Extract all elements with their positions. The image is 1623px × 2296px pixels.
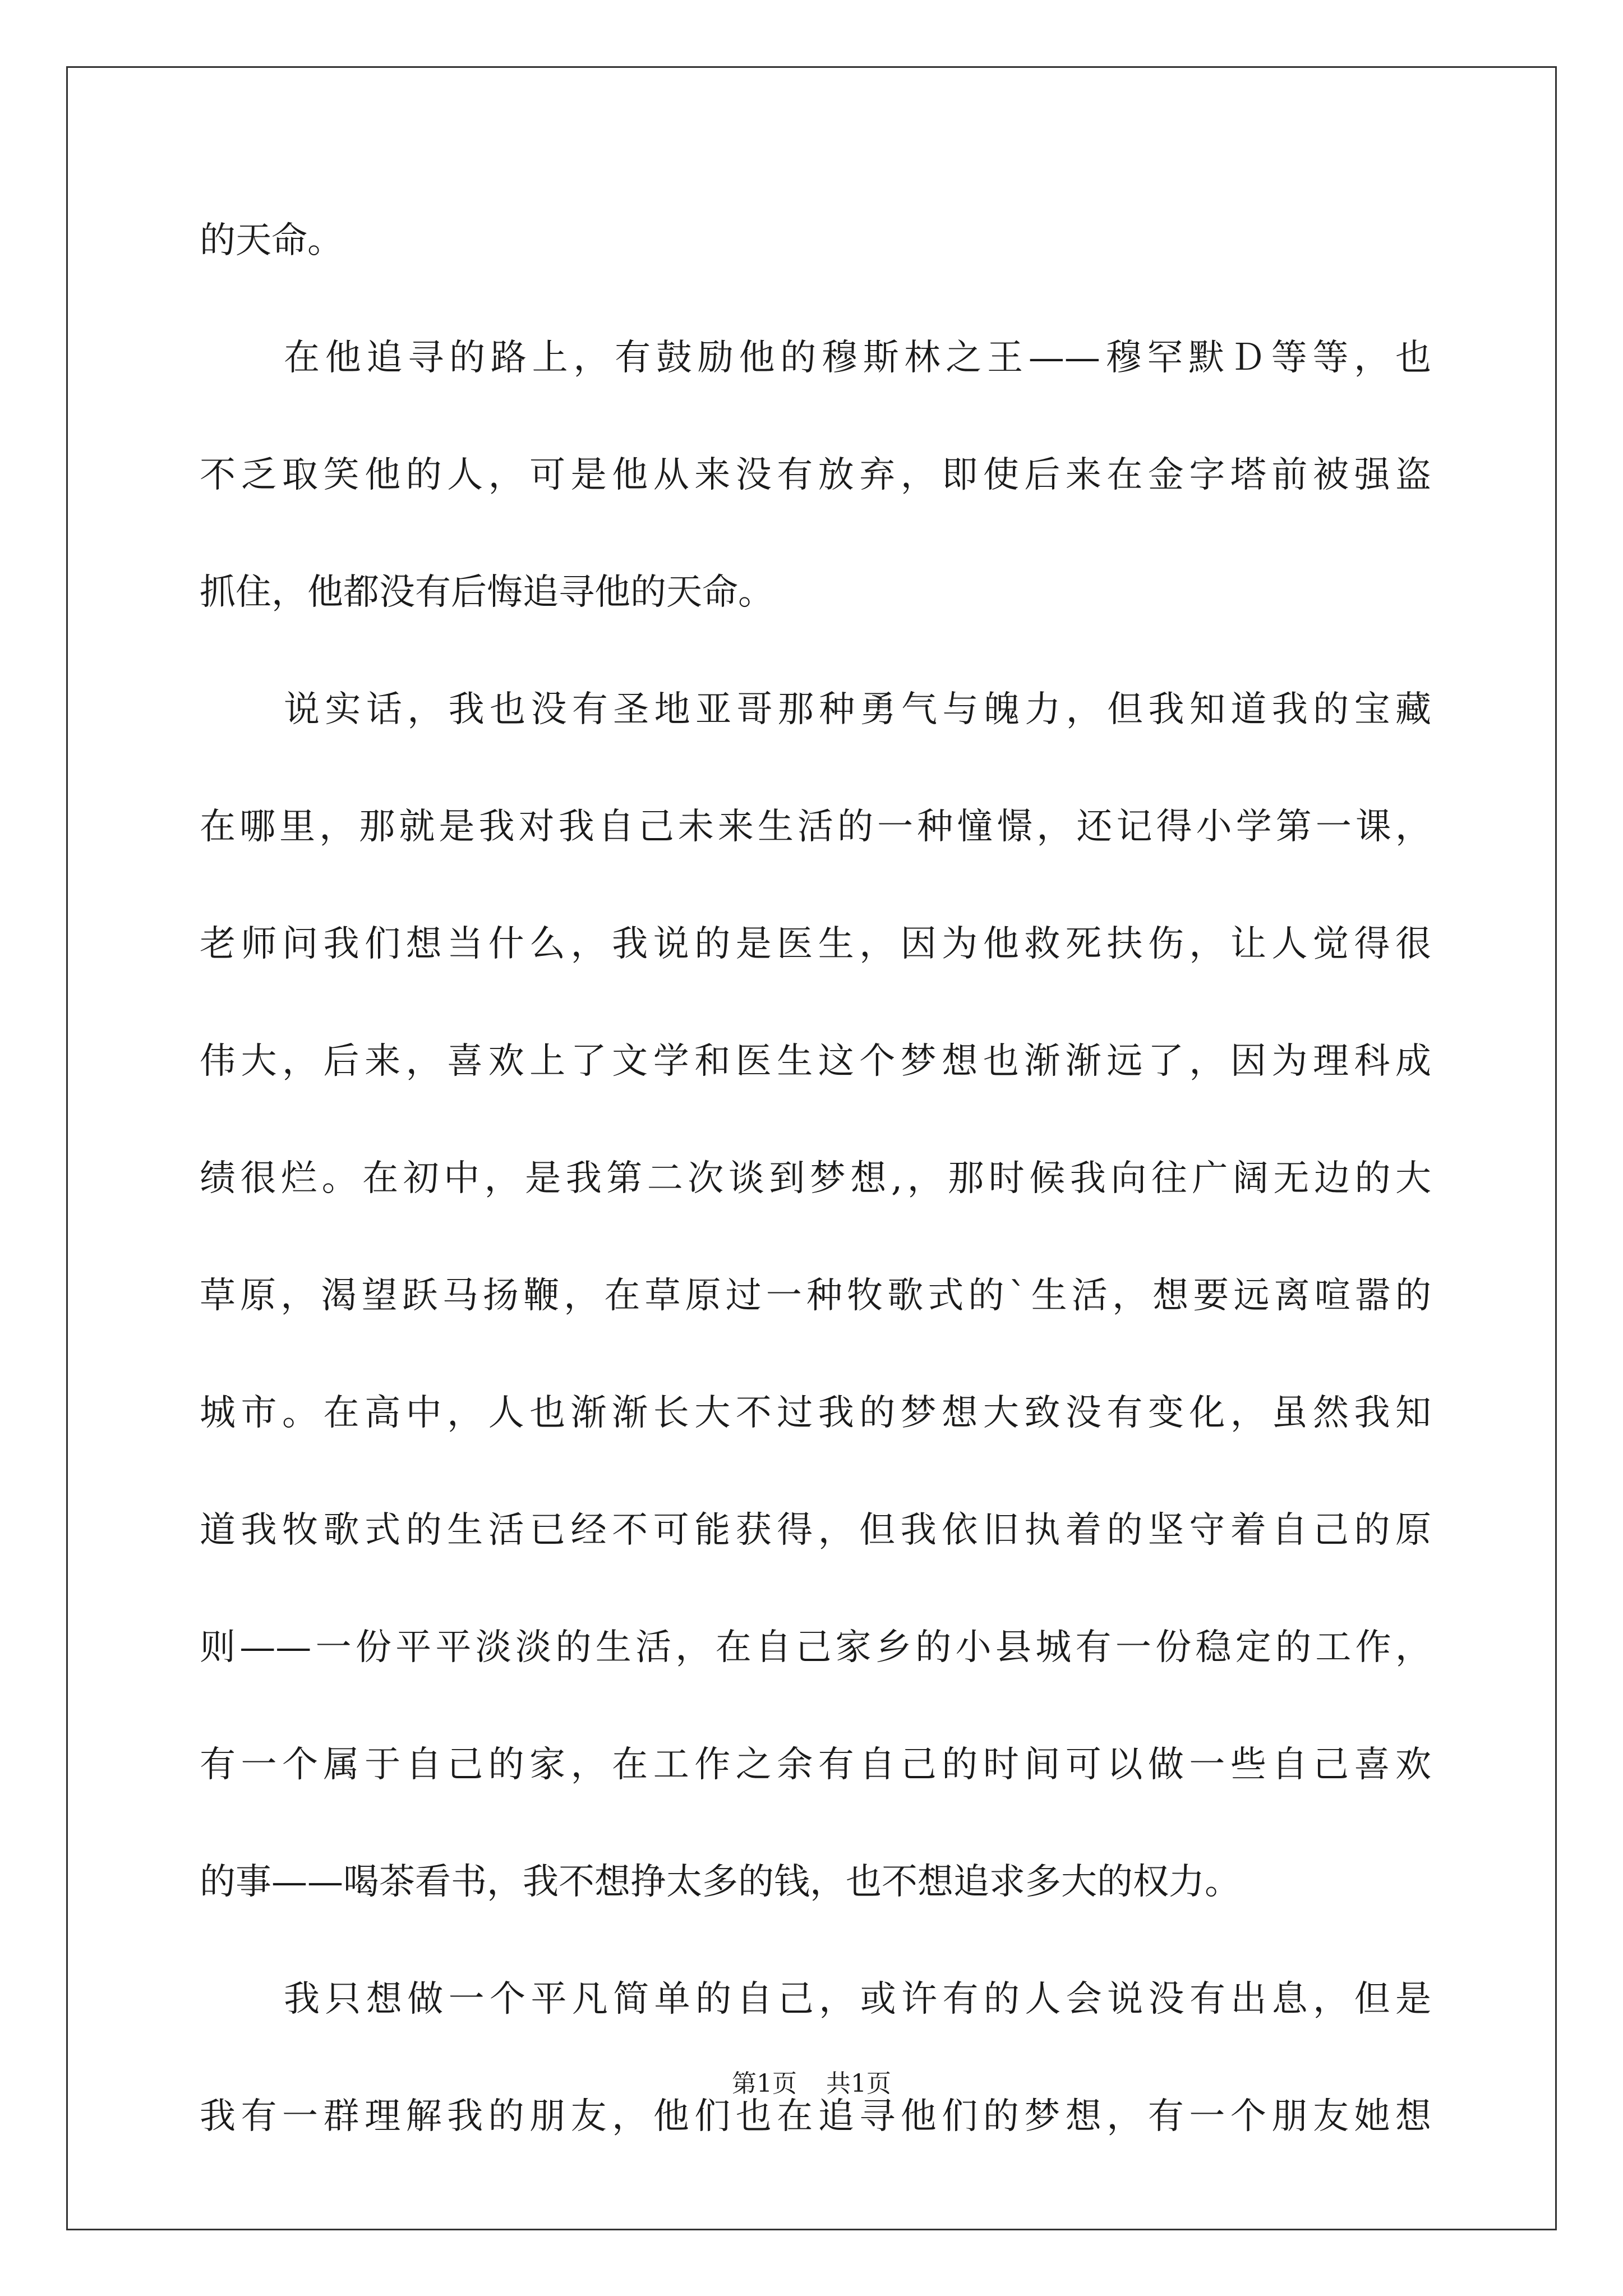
page-number: 第1页 [732, 2069, 797, 2098]
page-footer [0, 2067, 1623, 2101]
text-line: 抓住，他都没有后悔追寻他的天命。 [200, 572, 774, 613]
text-line: 道我牧歌式的生活已经不可能获得，但我依旧执着的坚守着自己的原 [200, 1510, 1431, 1551]
text-line: 绩很烂。在初中，是我第二次谈到梦想,，那时候我向往广阔无边的大 [200, 1158, 1431, 1199]
text-line: 我有一群理解我的朋友，他们也在追寻他们的梦想，有一个朋友她想 [200, 2096, 1431, 2137]
page-total: 共1页 [826, 2069, 891, 2098]
text-line: 伟大，后来，喜欢上了文学和医生这个梦想也渐渐远了，因为理科成 [200, 1041, 1431, 1082]
text-line: 的天命。 [200, 220, 343, 261]
text-line: 不乏取笑他的人，可是他从来没有放弃，即使后来在金字塔前被强盗 [200, 454, 1431, 496]
text-line: 的事——喝茶看书，我不想挣太多的钱，也不想追求多大的权力。 [200, 1861, 1241, 1903]
text-line: 城市。在高中，人也渐渐长大不过我的梦想大致没有变化，虽然我知 [200, 1392, 1431, 1434]
text-line: 则——一份平平淡淡的生活，在自己家乡的小县城有一份稳定的工作， [200, 1627, 1431, 1668]
text-line: 有一个属于自己的家，在工作之余有自己的时间可以做一些自己喜欢 [200, 1744, 1431, 1786]
text-line: 在哪里，那就是我对我自己未来生活的一种憧憬，还记得小学第一课， [200, 806, 1431, 848]
document-body [200, 210, 1431, 2203]
text-line: 说实话，我也没有圣地亚哥那种勇气与魄力，但我知道我的宝藏 [284, 689, 1431, 730]
text-line: 草原，渴望跃马扬鞭，在草原过一种牧歌式的`生活，想要远离喧嚣的 [200, 1275, 1431, 1317]
text-line: 在他追寻的路上，有鼓励他的穆斯林之王——穆罕默Ｄ等等，也 [284, 337, 1431, 379]
text-line: 我只想做一个平凡简单的自己，或许有的人会说没有出息，但是 [284, 1978, 1431, 2020]
text-line: 老师问我们想当什么，我说的是医生，因为他救死扶伤，让人觉得很 [200, 923, 1431, 965]
